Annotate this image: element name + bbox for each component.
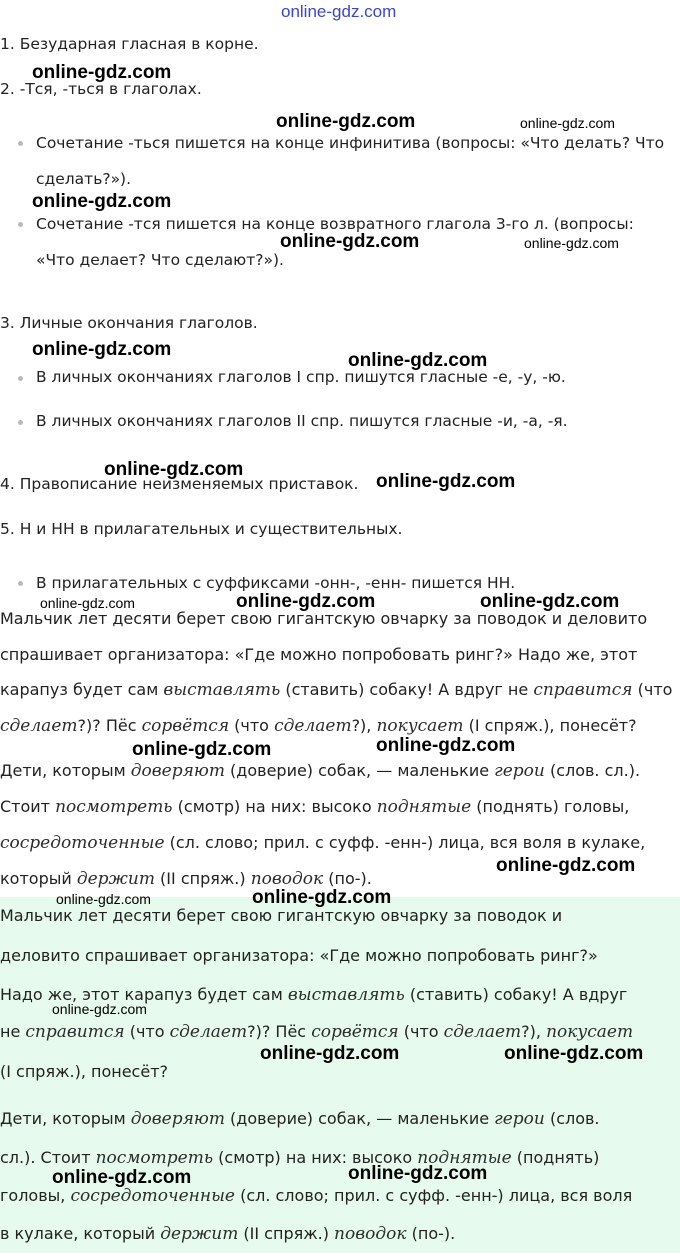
bullet-icon (18, 141, 23, 146)
watermark: online-gdz.com (32, 339, 172, 360)
text1-line-6: Стоит посмотреть (смотр) на них: высоко поднятые (поднять) головы, (0, 797, 630, 817)
watermark: online-gdz.com (236, 591, 376, 612)
text1-line-7: сосредоточенные (сл. слово; прил. с суфф. -енн-) лица, вся воля в кулаке, (0, 833, 646, 853)
list-item-4: 4. Правописание неизменяемых приставок. (0, 475, 359, 493)
watermark: online-gdz.com (252, 887, 392, 908)
watermark: online-gdz.com (280, 231, 420, 252)
text1-line-2: спрашивает организатора: «Где можно попробовать ринг?» Надо же, этот (0, 645, 638, 664)
list-item-5: 5. Н и НН в прилагательных и существительных. (0, 520, 403, 538)
watermark: online-gdz.com (348, 350, 488, 371)
text1-line-1: Мальчик лет десяти берет свою гигантскую овчарку за поводок и деловито (0, 609, 648, 628)
text2-line-2: деловито спрашивает организатора: «Где можно попробовать ринг?» (0, 946, 598, 965)
list-item-2-bullet-1: Сочетание -ться пишется на конце инфинитива (вопросы: «Что делать? Что (36, 134, 665, 152)
bullet-icon (18, 581, 23, 586)
list-item-3-bullet-2: В личных окончаниях глаголов II спр. пишутся гласные -и, -а, -я. (36, 412, 568, 430)
bullet-icon (18, 376, 23, 381)
watermark: online-gdz.com (40, 595, 135, 611)
watermark: online-gdz.com (496, 855, 636, 876)
text1-line-8: который держит (II спряж.) поводок (по-). (0, 869, 372, 889)
text2-line-6: Дети, которым доверяют (доверие) собак, — маленькие герои (слов. (0, 1109, 600, 1129)
watermark: online-gdz.com (520, 115, 615, 131)
list-item-3: 3. Личные окончания глаголов. (0, 314, 258, 332)
watermark: online-gdz.com (52, 1167, 192, 1188)
list-item-5-bullet-1: В прилагательных с суффиксами -онн-, -енн- пишется НН. (36, 574, 516, 592)
list-item-2-bullet-1-cont: сделать?»). (36, 170, 132, 188)
bullet-icon (18, 420, 23, 425)
watermark: online-gdz.com (480, 591, 620, 612)
watermark: online-gdz.com (56, 891, 151, 907)
text1-line-3: карапуз будет сам выставлять (ставить) собаку! А вдруг не справится (что (0, 680, 673, 700)
text2-line-8: головы, сосредоточенные (сл. слово; прил. с суфф. -енн-) лица, вся воля (0, 1186, 633, 1206)
watermark: online-gdz.com (104, 459, 244, 480)
text2-line-3: Надо же, этот карапуз будет сам выставлять (ставить) собаку! А вдруг (0, 985, 628, 1005)
text1-line-4: сделает?)? Пёс сорвётся (что сделает?), покусает (I спряж.), понесёт? (0, 716, 637, 736)
watermark: online-gdz.com (260, 1043, 400, 1064)
list-item-3-bullet-1: В личных окончаниях глаголов I спр. пишутся гласные -е, -у, -ю. (36, 368, 566, 386)
watermark: online-gdz.com (132, 739, 272, 760)
text2-line-4: не справится (что сделает?)? Пёс сорвётся (что сделает?), покусает (0, 1022, 634, 1042)
text2-line-1: Мальчик лет десяти берет свою гигантскую овчарку за поводок и (0, 906, 563, 925)
watermark: online-gdz.com (376, 471, 516, 492)
watermark: online-gdz.com (524, 235, 619, 251)
watermark: online-gdz.com (276, 111, 416, 132)
watermark: online-gdz.com (504, 1043, 644, 1064)
watermark: online-gdz.com (52, 1001, 147, 1017)
list-item-1: 1. Безударная гласная в корне. (0, 35, 259, 53)
text2-line-7: сл.). Стоит посмотреть (смотр) на них: высоко поднятые (поднять) (0, 1148, 600, 1168)
list-item-2: 2. -Тся, -ться в глаголах. (0, 80, 202, 98)
list-item-2-bullet-2-cont: «Что делает? Что сделают?»). (36, 251, 284, 269)
text1-line-5: Дети, которым доверяют (доверие) собак, — маленькие герои (слов. сл.). (0, 761, 641, 781)
watermark: online-gdz.com (32, 191, 172, 212)
watermark: online-gdz.com (32, 62, 172, 83)
bullet-icon (18, 222, 23, 227)
watermark: online-gdz.com (376, 735, 516, 756)
watermark: online-gdz.com (348, 1163, 488, 1184)
list-item-2-bullet-2: Сочетание -тся пишется на конце возвратного глагола 3-го л. (вопросы: (36, 215, 634, 233)
text2-line-9: в кулаке, который держит (II спряж.) поводок (по-). (0, 1224, 456, 1244)
text2-line-5: (I спряж.), понесёт? (0, 1062, 169, 1081)
watermark-top: online-gdz.com (281, 2, 397, 21)
